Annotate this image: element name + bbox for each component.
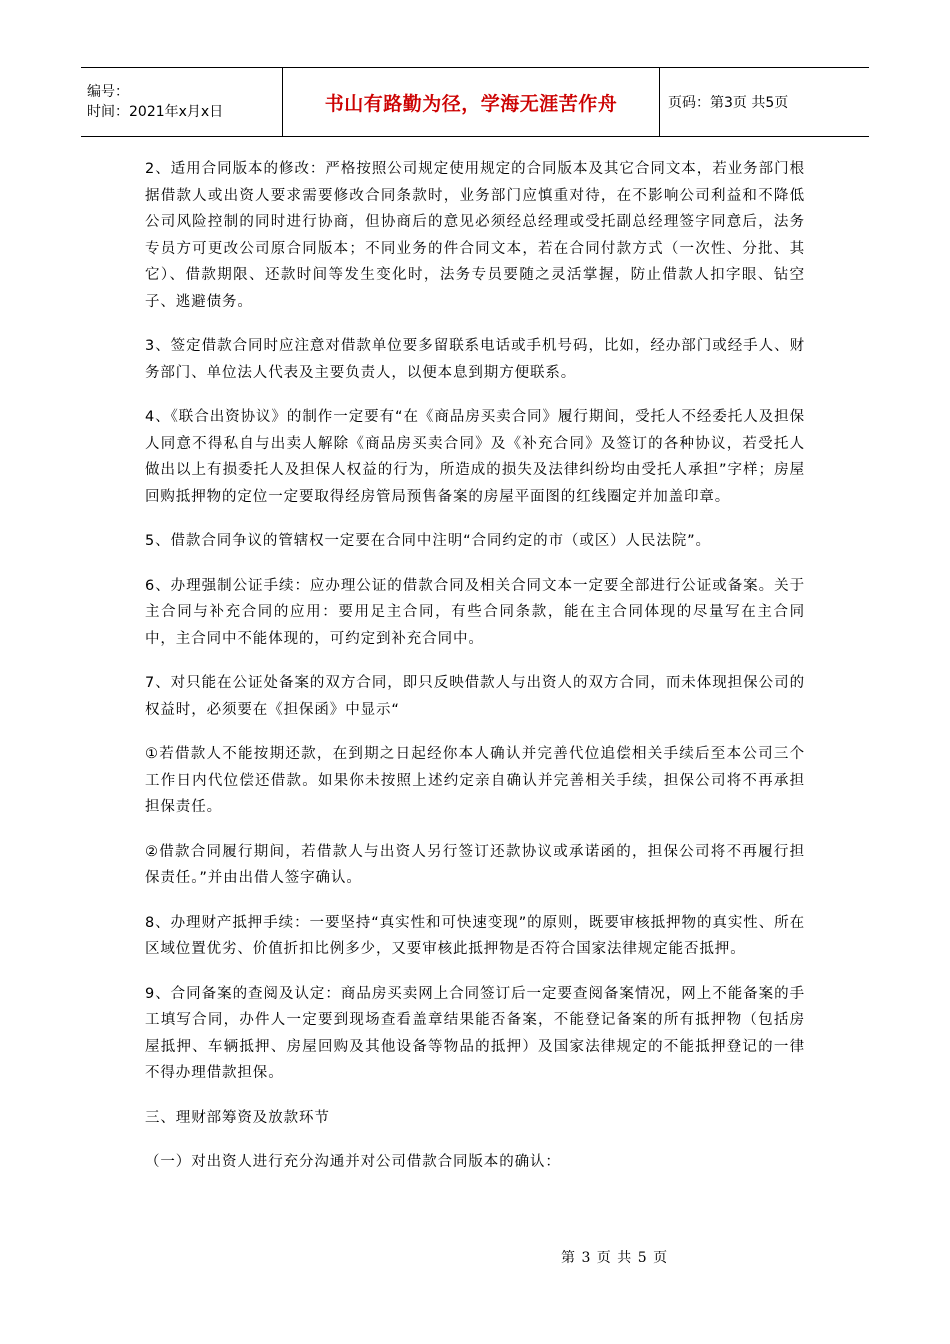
paragraph-4: 4、《联合出资协议》的制作一定要有“在《商品房买卖合同》履行期间，受托人不经委托人及担保人同意不得私自与出卖人解除《商品房买卖合同》及《补充合同》及签订的各种协议，若受托人做出以上有损委托人及担保人权益的行为，所造成的损失及法律纠纷均由受托人承担”字样；房屋回购抵押物的定位一定要取得经房管局预售备案的房屋平面图的红线圈定并加盖印章。 <box>145 409 805 505</box>
section-heading: 三、理财部筹资及放款环节 <box>145 1109 330 1126</box>
header-page-number: 页码：第3页 共5页 <box>668 95 789 111</box>
paragraph-9: 9、合同备案的查阅及认定：商品房买卖网上合同签订后一定要查阅备案情况，网上不能备案的手工填写合同，办件人一定要到现场查看盖章结果能否备案，不能登记备案的所有抵押物（包括房屋抵押、车辆抵押、房屋回购及其他设备等物品的抵押）及国家法律规定的不能抵押登记的一律不得办理借款担保。 <box>145 985 805 1081</box>
page-footer: 第 3 页 共 5 页 <box>561 1250 669 1266</box>
paragraph-7-item-2: ②借款合同履行期间，若借款人与出资人另行签订还款协议或承诺函的，担保公司将不再履行担保责任。”并由出借人签字确认。 <box>145 843 805 886</box>
paragraph-2: 2、适用合同版本的修改：严格按照公司规定使用规定的合同版本及其它合同文本，若业务部门根据借款人或出资人要求需要修改合同条款时，业务部门应慎重对待，在不影响公司利益和不降低公司风险控制的同时进行协商，但协商后的意见必须经总经理或受托副总经理签字同意后，法务专员方可更改公司原合同版本；不同业务的件合同文本，若在合同付款方式（一次性、分批、其它）、借款期限、还款时间等发生变化时，法务专员要随之灵活掌握，防止借款人扣字眼、钻空子、逃避债务。 <box>145 161 805 310</box>
header-page-cell <box>660 68 869 136</box>
paragraph-5: 5、借款合同争议的管辖权一定要在合同中注明“合同约定的市（或区）人民法院”。 <box>145 533 711 549</box>
document-time-label: 时间：2021年x月x日 <box>87 104 224 120</box>
paragraph-7-item-1: ①若借款人不能按期还款，在到期之日起经你本人确认并完善代位追偿相关手续后至本公司三个工作日内代位偿还借款。如果你未按照上述约定亲自确认并完善相关手续，担保公司将不再承担担保责任。 <box>145 746 805 815</box>
header-motto-cell <box>283 68 660 136</box>
header-info-cell <box>81 68 283 136</box>
document-number-label: 编号： <box>87 84 129 100</box>
paragraph-3: 3、签定借款合同时应注意对借款单位要多留联系电话或手机号码，比如，经办部门或经手人、财务部门、单位法人代表及主要负责人，以便本息到期方便联系。 <box>145 338 805 381</box>
header-motto: 书山有路勤为径，学海无涯苦作舟 <box>324 92 618 115</box>
subsection-heading: （一）对出资人进行充分沟通并对公司借款合同版本的确认： <box>145 1154 561 1170</box>
document-header <box>81 67 869 137</box>
document-body <box>145 156 805 1194</box>
paragraph-8: 8、办理财产抵押手续：一要坚持“真实性和可快速变现”的原则，既要审核抵押物的真实性、所在区域位置优劣、价值折扣比例多少，又要审核此抵押物是否符合国家法律规定能否抵押。 <box>145 914 805 957</box>
paragraph-6: 6、办理强制公证手续：应办理公证的借款合同及相关合同文本一定要全部进行公证或备案。关于主合同与补充合同的应用：要用足主合同，有些合同条款，能在主合同体现的尽量写在主合同中，主合同中不能体现的，可约定到补充合同中。 <box>145 577 805 647</box>
paragraph-7: 7、对只能在公证处备案的双方合同，即只反映借款人与出资人的双方合同，而未体现担保公司的权益时，必须要在《担保函》中显示“ <box>145 675 805 718</box>
